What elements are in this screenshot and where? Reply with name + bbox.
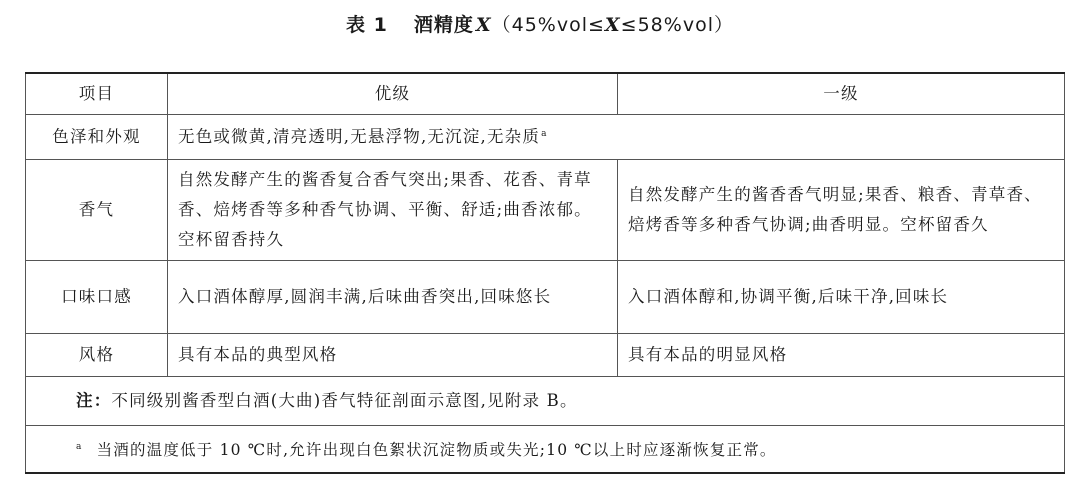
header-item: 项目	[26, 73, 168, 115]
title-variable: X	[475, 14, 492, 36]
table-name: 酒精度	[413, 14, 474, 36]
row-label-aroma: 香气	[26, 160, 168, 261]
style-premium: 具有本品的典型风格	[168, 334, 618, 377]
footnote-mark: a	[541, 128, 548, 139]
title-range-open: （45%vol≤	[491, 14, 605, 36]
table-row	[26, 115, 1065, 160]
footnote-row	[26, 426, 1065, 474]
footnote-cell	[26, 426, 1065, 474]
taste-first: 入口酒体醇和,协调平衡,后味干净,回味长	[618, 261, 1065, 334]
title-variable-2: X	[604, 14, 621, 36]
footnote-text: 当酒的温度低于 10 ℃时,允许出现白色絮状沉淀物质或失光;10 ℃以上时应逐渐恢复正常。	[96, 441, 777, 460]
table-title	[0, 10, 1080, 37]
table-row	[26, 261, 1065, 334]
color-text: 无色或微黄,清亮透明,无悬浮物,无沉淀,无杂质	[178, 127, 541, 146]
table-row	[26, 334, 1065, 377]
table-row	[26, 160, 1065, 261]
aroma-premium: 自然发酵产生的酱香复合香气突出;果香、花香、青草香、焙烤香等多种香气协调、平衡、舒适;曲香浓郁。空杯留香持久	[168, 160, 618, 261]
liquor-grade-table	[25, 72, 1065, 474]
footnote-mark-label: a	[76, 442, 83, 453]
note-label: 注：	[76, 391, 112, 410]
color-description	[168, 115, 1065, 160]
row-label-taste: 口味口感	[26, 261, 168, 334]
header-first: 一级	[618, 73, 1065, 115]
row-label-color: 色泽和外观	[26, 115, 168, 160]
header-premium: 优级	[168, 73, 618, 115]
aroma-first: 自然发酵产生的酱香香气明显;果香、粮香、青草香、焙烤香等多种香气协调;曲香明显。空杯留香久	[618, 160, 1065, 261]
note-cell	[26, 377, 1065, 426]
note-row	[26, 377, 1065, 426]
style-first: 具有本品的明显风格	[618, 334, 1065, 377]
header-row	[26, 73, 1065, 115]
taste-premium: 入口酒体醇厚,圆润丰满,后味曲香突出,回味悠长	[168, 261, 618, 334]
note-text: 不同级别酱香型白酒(大曲)香气特征剖面示意图,见附录 B。	[111, 391, 578, 410]
title-range-close: ≤58%vol）	[620, 14, 734, 36]
table-number: 表 1	[346, 14, 388, 36]
row-label-style: 风格	[26, 334, 168, 377]
